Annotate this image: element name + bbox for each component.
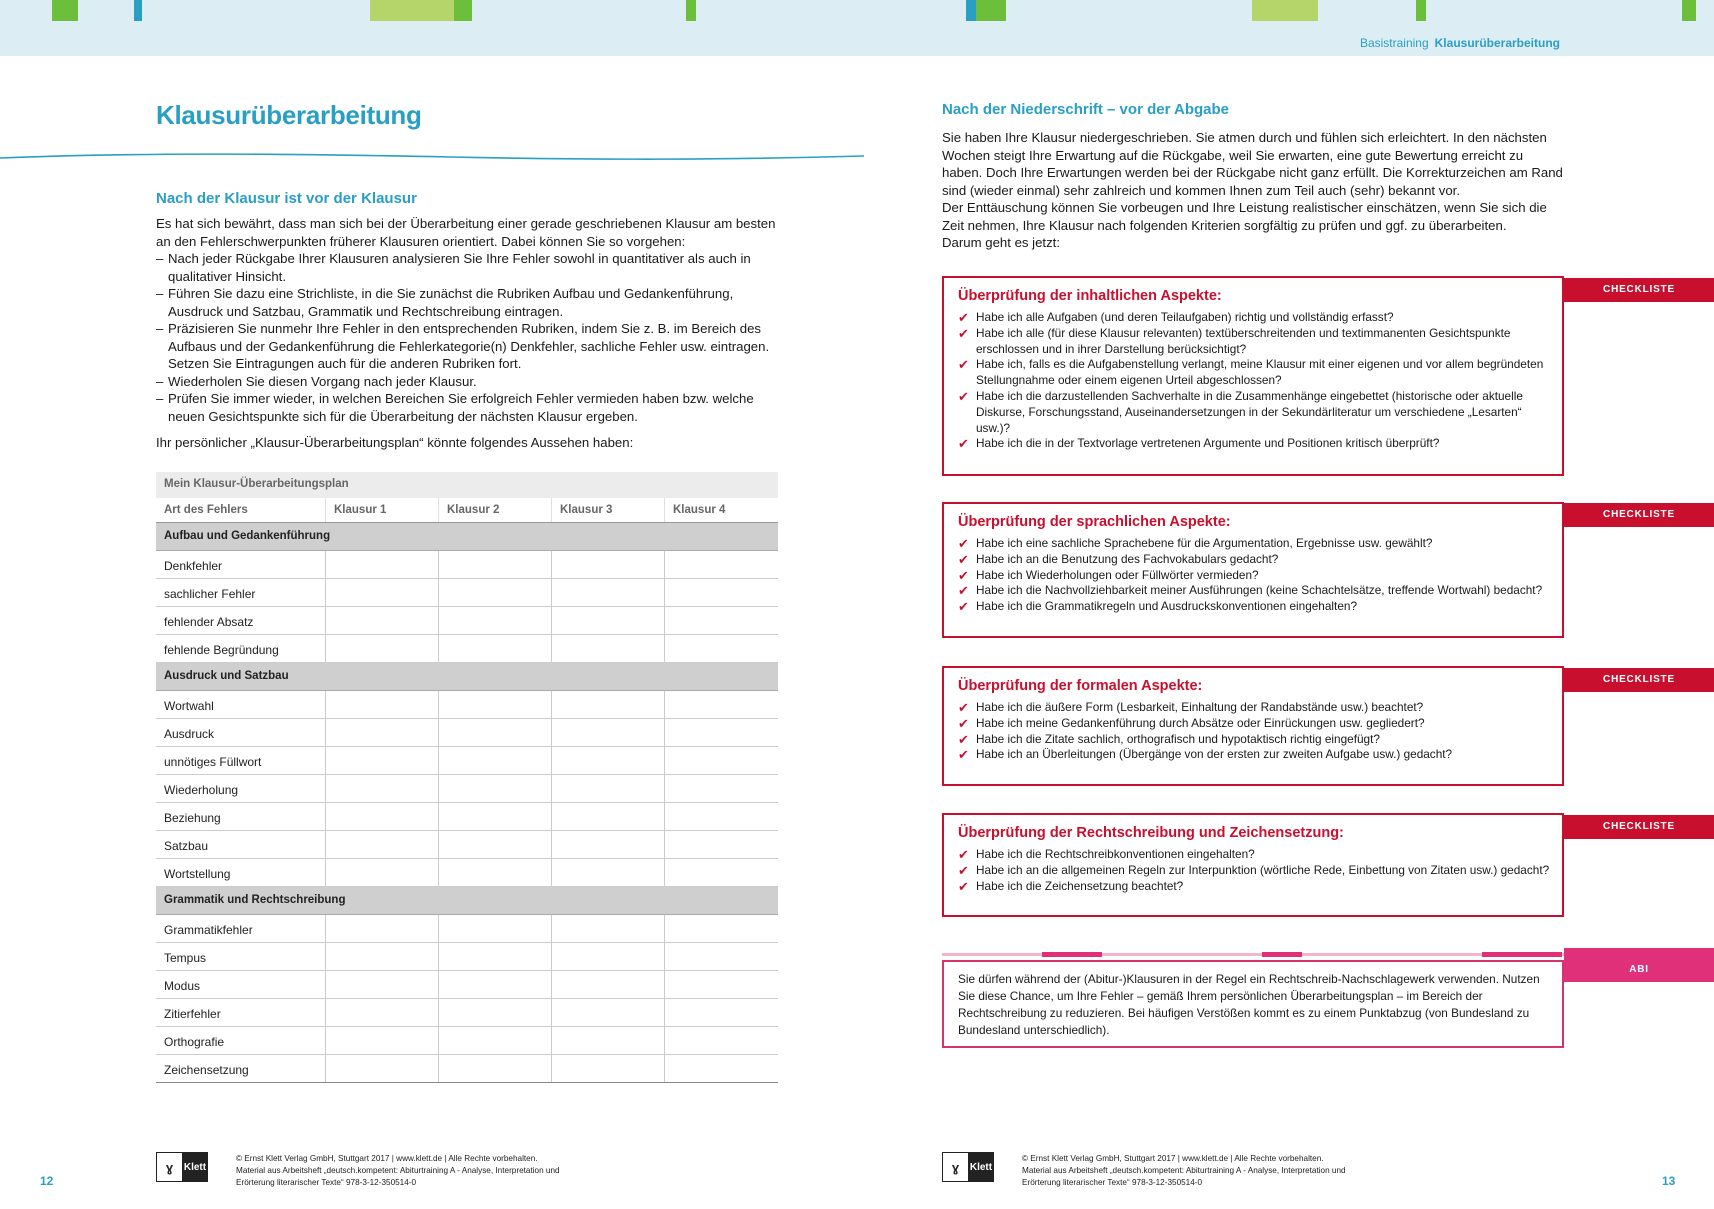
table-row [156,747,778,775]
table-cell[interactable] [552,803,665,830]
table-cell[interactable] [326,551,439,578]
table-cell[interactable] [326,635,439,662]
table-cell[interactable] [552,943,665,970]
row-label: Beziehung [156,803,326,830]
table-row [156,859,778,887]
table-cell[interactable] [665,915,778,942]
section-heading-right: Nach der Niederschrift – vor der Abgabe [942,101,1230,118]
table-row [156,999,778,1027]
table-cell[interactable] [665,747,778,774]
table-cell[interactable] [665,943,778,970]
checklist-item: ✔ Habe ich die darzustellenden Sachverhalte in die Zusammenhänge eingebettet (historische oder aktuelle Diskurse, Forschungsstand, Auseinandersetzungen in der Sekundärliteratur um verschiedene „Lesarten“ usw.)? [958,389,1550,436]
table-cell[interactable] [326,691,439,718]
table-cell[interactable] [439,747,552,774]
checklist-content [942,276,1564,476]
row-label: Satzbau [156,831,326,858]
table-cell[interactable] [439,635,552,662]
table-cell[interactable] [326,803,439,830]
checklist-item: ✔ Habe ich Wiederholungen oder Füllwörter vermieden? [958,568,1550,584]
table-cell[interactable] [665,999,778,1026]
table-cell[interactable] [552,971,665,998]
checklist-item: ✔ Habe ich an die Benutzung des Fachvokabulars gedacht? [958,552,1550,568]
row-label: Wiederholung [156,775,326,802]
table-cell[interactable] [439,1027,552,1054]
checklist-item: ✔ Habe ich die äußere Form (Lesbarkeit, Einhaltung der Randabstände usw.) beachtet? [958,700,1550,716]
klett-logo [156,1152,208,1182]
footer-left [236,1153,596,1189]
row-label: sachlicher Fehler [156,579,326,606]
table-cell[interactable] [552,719,665,746]
row-label: Wortwahl [156,691,326,718]
table-cell[interactable] [552,775,665,802]
table-cell[interactable] [439,859,552,886]
table-row [156,635,778,663]
table-group-header: Aufbau und Gedankenführung [156,523,778,551]
table-cell[interactable] [552,1027,665,1054]
deco-bar [52,0,78,21]
left-intro: Es hat sich bewährt, dass man sich bei der Überarbeitung einer gerade geschriebenen Klausur am besten an den Fehlerschwerpunkten früherer Klausuren orientiert. Dabei können Sie so vorgehen: [156,216,776,249]
table-cell[interactable] [552,551,665,578]
deco-bar [686,0,696,21]
table-cell[interactable] [439,803,552,830]
table-cell[interactable] [552,915,665,942]
checklist-title: Überprüfung der inhaltlichen Aspekte: [958,288,1222,304]
checklist-item: ✔ Habe ich die Rechtschreibkonventionen eingehalten? [958,847,1550,863]
row-label: fehlender Absatz [156,607,326,634]
checklist-item: ✔ Habe ich alle (für diese Klausur relevanten) textüberschreitenden und textimmanenten Gesichtspunkte erschlossen und in ihrer Darstellung berücksichtigt? [958,326,1550,358]
table-cell[interactable] [326,607,439,634]
table-header-row [156,498,778,523]
column-header: Klausur 3 [552,498,665,522]
table-cell[interactable] [552,747,665,774]
checklist-item: ✔ Habe ich die Grammatikregeln und Ausdruckskonventionen eingehalten? [958,599,1550,615]
table-cell[interactable] [326,1027,439,1054]
table-cell[interactable] [326,719,439,746]
deco-bar [1252,0,1318,21]
table-row [156,551,778,579]
checklist-tab: CHECKLISTE [1564,668,1714,692]
table-row [156,719,778,747]
row-label: fehlende Begründung [156,635,326,662]
table-row [156,943,778,971]
table-cell[interactable] [552,831,665,858]
klett-logo [942,1152,994,1182]
row-label: Ausdruck [156,719,326,746]
table-cell[interactable] [439,579,552,606]
row-label: Wortstellung [156,859,326,886]
page-number-right: 13 [1662,1174,1676,1188]
table-row [156,803,778,831]
row-label: Tempus [156,943,326,970]
table-cell[interactable] [552,691,665,718]
footer-material: Material aus Arbeitsheft „deutsch.kompetent: Abiturtraining A - Analyse, Interpretation und Erörterung literarischer Texte“ 978-3-12-350514-0 [236,1166,560,1187]
table-cell[interactable] [326,915,439,942]
table-cell[interactable] [439,691,552,718]
table-cell[interactable] [665,551,778,578]
table-cell[interactable] [665,831,778,858]
footer-right [1022,1153,1382,1189]
table-cell[interactable] [439,943,552,970]
table-cell[interactable] [552,635,665,662]
row-label: Grammatikfehler [156,915,326,942]
right-intro: Sie haben Ihre Klausur niedergeschrieben. Sie atmen durch und fühlen sich erleichtert. In den nächsten Wochen steigt Ihre Erwartung auf die Rückgabe, weil Sie erwarten, eine gute Bewertung erreicht zu haben. Doch Ihre Erwartungen werden bei der Rückgabe nicht ganz erfüllt. Die Korrekturzeichen am Rand sind (wieder einmal) sehr zahlreich und kommen Ihnen zum Teil auch (sehr) bekannt vor. [942,130,1563,198]
checklist-items [958,536,1550,615]
row-label: Orthografie [156,1027,326,1054]
table-cell[interactable] [326,999,439,1026]
checklist-item: ✔ Habe ich alle Aufgaben (und deren Teilaufgaben) richtig und vollständig erfasst? [958,310,1550,326]
list-item: – Wiederholen Sie diesen Vorgang nach jeder Klausur. [156,373,778,391]
table-cell[interactable] [326,971,439,998]
steps-list [156,250,778,425]
list-item: – Nach jeder Rückgabe Ihrer Klausuren analysieren Sie Ihre Fehler sowohl in quantitativer als auch in qualitativer Hinsicht. [156,250,778,285]
checklist-item: ✔ Habe ich die in der Textvorlage vertretenen Argumente und Positionen kritisch überprüft? [958,436,1550,452]
checklist-item: ✔ Habe ich die Zeichensetzung beachtet? [958,879,1550,895]
right-intro-3: Darum geht es jetzt: [942,235,1061,250]
left-body [156,215,778,452]
top-band [0,0,1714,56]
table-cell[interactable] [439,719,552,746]
row-label: Zeichensetzung [156,1055,326,1082]
right-body [942,129,1564,252]
table-cell[interactable] [665,691,778,718]
klett-mark-icon: ɣ [943,1153,969,1181]
list-item: – Präzisieren Sie nunmehr Ihre Fehler in den entsprechenden Rubriken, indem Sie z. B. im Bereich des Aufbaus und der Gedankenführung die Fehlerkategorie(n) Denkfehler, sachliche Fehler usw. eintragen. Setzen Sie Eintragungen auch für die anderen Rubriken fort. [156,320,778,373]
checklist-items [958,700,1550,763]
table-cell[interactable] [665,971,778,998]
checklist-items [958,847,1550,894]
abi-note: Sie dürfen während der (Abitur-)Klausuren in der Regel ein Rechtschreib-Nachschlagewerk verwenden. Nutzen Sie diese Chance, um Ihre Fehler – gemäß Ihrem persönlichen Überarbeitungsplan – im Bereich der Rechtschreibung zu reduzieren. Bei häufigen Verstößen kommt es zu einem Punktabzug (von Bundesland zu Bundesland unterschiedlich). [942,960,1564,1048]
table-group-header: Ausdruck und Satzbau [156,663,778,691]
table-cell[interactable] [326,831,439,858]
section-heading-left: Nach der Klausur ist vor der Klausur [156,190,417,207]
running-head-topic: Klausurüberarbeitung [1434,36,1560,50]
table-row [156,775,778,803]
column-header: Klausur 1 [326,498,439,522]
deco-bar [134,0,142,21]
row-label: Zitierfehler [156,999,326,1026]
checklist-title: Überprüfung der formalen Aspekte: [958,678,1203,694]
table-cell[interactable] [439,551,552,578]
table-cell[interactable] [439,971,552,998]
column-header: Art des Fehlers [156,498,326,522]
checklist-item: ✔ Habe ich an die allgemeinen Regeln zur Interpunktion (wörtliche Rede, Einbettung von Zitaten usw.) gedacht? [958,863,1550,879]
table-row [156,607,778,635]
checklist-item: ✔ Habe ich eine sachliche Sprachebene für die Argumentation, Ergebnisse usw. gewählt? [958,536,1550,552]
row-label: Modus [156,971,326,998]
table-row [156,1027,778,1055]
table-cell[interactable] [665,1055,778,1082]
checklist-formal [942,666,1564,786]
revision-plan-table [156,472,778,1083]
table-cell[interactable] [326,775,439,802]
deco-bar [454,0,472,21]
abi-tab: ABI [1564,958,1714,982]
running-head-series: Basistraining [1359,36,1429,50]
deco-bar [1682,0,1696,21]
right-intro-2: Der Enttäuschung können Sie vorbeugen und Ihre Leistung realistischer einschätzen, wenn Sie sich die Zeit nehmen, Ihre Klausur nach folgenden Kriterien sorgfältig zu prüfen und ggf. zu überarbeiten. [942,200,1547,233]
table-cell[interactable] [439,1055,552,1082]
table-cell[interactable] [326,943,439,970]
deco-bar [976,0,1006,21]
page-title: Klausurüberarbeitung [156,100,422,130]
checklist-title: Überprüfung der sprachlichen Aspekte: [958,514,1231,530]
running-head [1360,36,1560,50]
list-item: – Führen Sie dazu eine Strichliste, in die Sie zunächst die Rubriken Aufbau und Gedankenführung, Ausdruck und Satzbau, Grammatik und Rechtschreibung eintragen. [156,285,778,320]
table-cell[interactable] [665,775,778,802]
checklist-item: ✔ Habe ich die Nachvollziehbarkeit meiner Ausführungen (keine Schachtelsätze, treffende Wortwahl) bedacht? [958,583,1550,599]
footer-copyright: © Ernst Klett Verlag GmbH, Stuttgart 2017 | www.klett.de | Alle Rechte vorbehalten. [1022,1154,1324,1163]
table-cell[interactable] [439,775,552,802]
table-cell[interactable] [665,803,778,830]
table-row [156,831,778,859]
table-row [156,1055,778,1083]
table-row [156,971,778,999]
table-caption: Mein Klausur-Überarbeitungsplan [156,472,778,498]
table-cell[interactable] [552,999,665,1026]
column-header: Klausur 2 [439,498,552,522]
checklist-items [958,310,1550,452]
klett-wordmark: Klett [969,1153,993,1181]
table-cell[interactable] [326,1055,439,1082]
table-group-header: Grammatik und Rechtschreibung [156,887,778,915]
row-label: unnötiges Füllwort [156,747,326,774]
title-wave-rule [0,146,864,166]
table-row [156,691,778,719]
table-cell[interactable] [665,579,778,606]
list-item: – Prüfen Sie immer wieder, in welchen Bereichen Sie erfolgreich Fehler vermieden haben bzw. welche neuen Gesichtspunkte sich für die Überarbeitung der nächsten Klausur ergeben. [156,390,778,425]
table-row [156,915,778,943]
checklist-tab: CHECKLISTE [1564,278,1714,302]
checklist-language [942,502,1564,638]
table-cell[interactable] [665,635,778,662]
table-cell[interactable] [439,999,552,1026]
table-cell[interactable] [665,607,778,634]
table-cell[interactable] [665,859,778,886]
checklist-spelling [942,813,1564,917]
table-cell[interactable] [552,859,665,886]
checklist-item: ✔ Habe ich meine Gedankenführung durch Absätze oder Einrückungen usw. gegliedert? [958,716,1550,732]
footer-copyright: © Ernst Klett Verlag GmbH, Stuttgart 2017 | www.klett.de | Alle Rechte vorbehalten. [236,1154,538,1163]
column-header: Klausur 4 [673,504,726,516]
table-cell[interactable] [439,607,552,634]
left-outro: Ihr persönlicher „Klausur-Überarbeitungsplan“ könnte folgendes Aussehen haben: [156,435,634,450]
deco-bar [966,0,976,21]
table-cell[interactable] [552,607,665,634]
table-cell[interactable] [665,719,778,746]
table-cell[interactable] [326,579,439,606]
table-row [156,579,778,607]
footer-material: Material aus Arbeitsheft „deutsch.kompetent: Abiturtraining A - Analyse, Interpretation und Erörterung literarischer Texte“ 978-3-12-350514-0 [1022,1166,1346,1187]
checklist-item: ✔ Habe ich die Zitate sachlich, orthografisch und hypotaktisch richtig eingefügt? [958,732,1550,748]
table-cell[interactable] [552,579,665,606]
deco-bar [1416,0,1426,21]
table-cell[interactable] [439,915,552,942]
checklist-tab: CHECKLISTE [1564,503,1714,527]
row-label: Denkfehler [156,551,326,578]
table-cell[interactable] [439,831,552,858]
checklist-tab: CHECKLISTE [1564,815,1714,839]
checklist-title: Überprüfung der Rechtschreibung und Zeichensetzung: [958,825,1344,841]
checklist-item: ✔ Habe ich an Überleitungen (Übergänge von der ersten zur zweiten Aufgabe usw.) gedacht? [958,747,1550,763]
table-cell[interactable] [552,1055,665,1082]
klett-mark-icon: ɣ [157,1153,183,1181]
klett-wordmark: Klett [183,1153,207,1181]
checklist-item: ✔ Habe ich, falls es die Aufgabenstellung verlangt, meine Klausur mit einer eigenen und vor allem begründeten Stellungnahme oder einem eigenen Urteil abgeschlossen? [958,357,1550,389]
deco-bar [370,0,454,21]
page-number-left: 12 [40,1174,54,1188]
table-cell[interactable] [326,747,439,774]
table-cell[interactable] [326,859,439,886]
table-cell[interactable] [665,1027,778,1054]
